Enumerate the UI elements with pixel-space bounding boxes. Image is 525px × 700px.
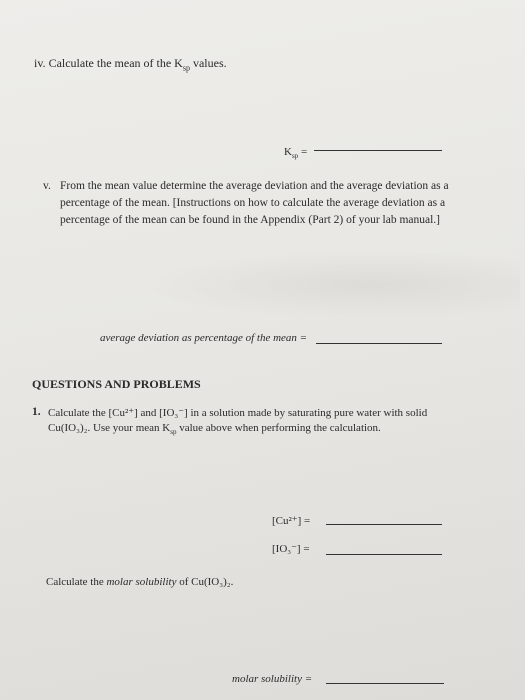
molar-prompt-a: Calculate the [46,576,107,588]
section-iv-text: Calculate the mean of the K [48,56,183,70]
section-iv-prompt [34,56,227,72]
molar-solubility-blank[interactable] [326,683,444,684]
section-iv-sub: sp [182,63,190,73]
paper-shadow [140,250,520,320]
molar-prompt-c: of Cu(IO₃)₂. [176,576,234,588]
ksp-answer-label [284,146,307,160]
io3-label: [IO₃⁻] = [272,543,310,555]
molar-solubility-prompt [46,576,233,588]
section-v-line-2: percentage of the mean. [Instructions on how to calculate the average deviation as a [60,197,446,209]
cu-label: [Cu²⁺] = [272,515,311,527]
section-v-line-1: From the mean value determine the average deviation and the average deviation as a [60,180,449,192]
q1-number: 1. [32,406,41,418]
ksp-label-k: K [284,146,292,158]
q1-line-2-tail: value above when performing the calculation. [176,422,381,434]
io3-answer-blank[interactable] [326,554,442,555]
avg-deviation-blank[interactable] [316,343,442,344]
q1-line-2 [48,422,381,436]
section-v-label: v. [43,180,51,192]
q1-line-2-text: Cu(IO₃)₂. Use your mean K [48,422,171,434]
q1-line-2-sub: sp [170,428,177,437]
ksp-answer-blank[interactable] [314,150,442,151]
section-iv-tail: values. [189,56,227,70]
section-iv-label: iv. [34,56,46,70]
q1-line-1: Calculate the [Cu²⁺] and [IO₃⁻] in a solution made by saturating pure water with solid [48,407,428,419]
cu-answer-blank[interactable] [326,524,442,525]
ksp-label-sub: sp [291,152,299,161]
molar-solubility-label: molar solubility = [232,673,313,685]
ksp-label-eq: = [298,146,308,158]
molar-prompt-b: molar solubility [106,576,177,588]
section-v-line-3: percentage of the mean can be found in the Appendix (Part 2) of your lab manual.] [60,214,441,226]
questions-heading: QUESTIONS AND PROBLEMS [32,377,201,391]
avg-deviation-label: average deviation as percentage of the mean = [100,332,308,344]
